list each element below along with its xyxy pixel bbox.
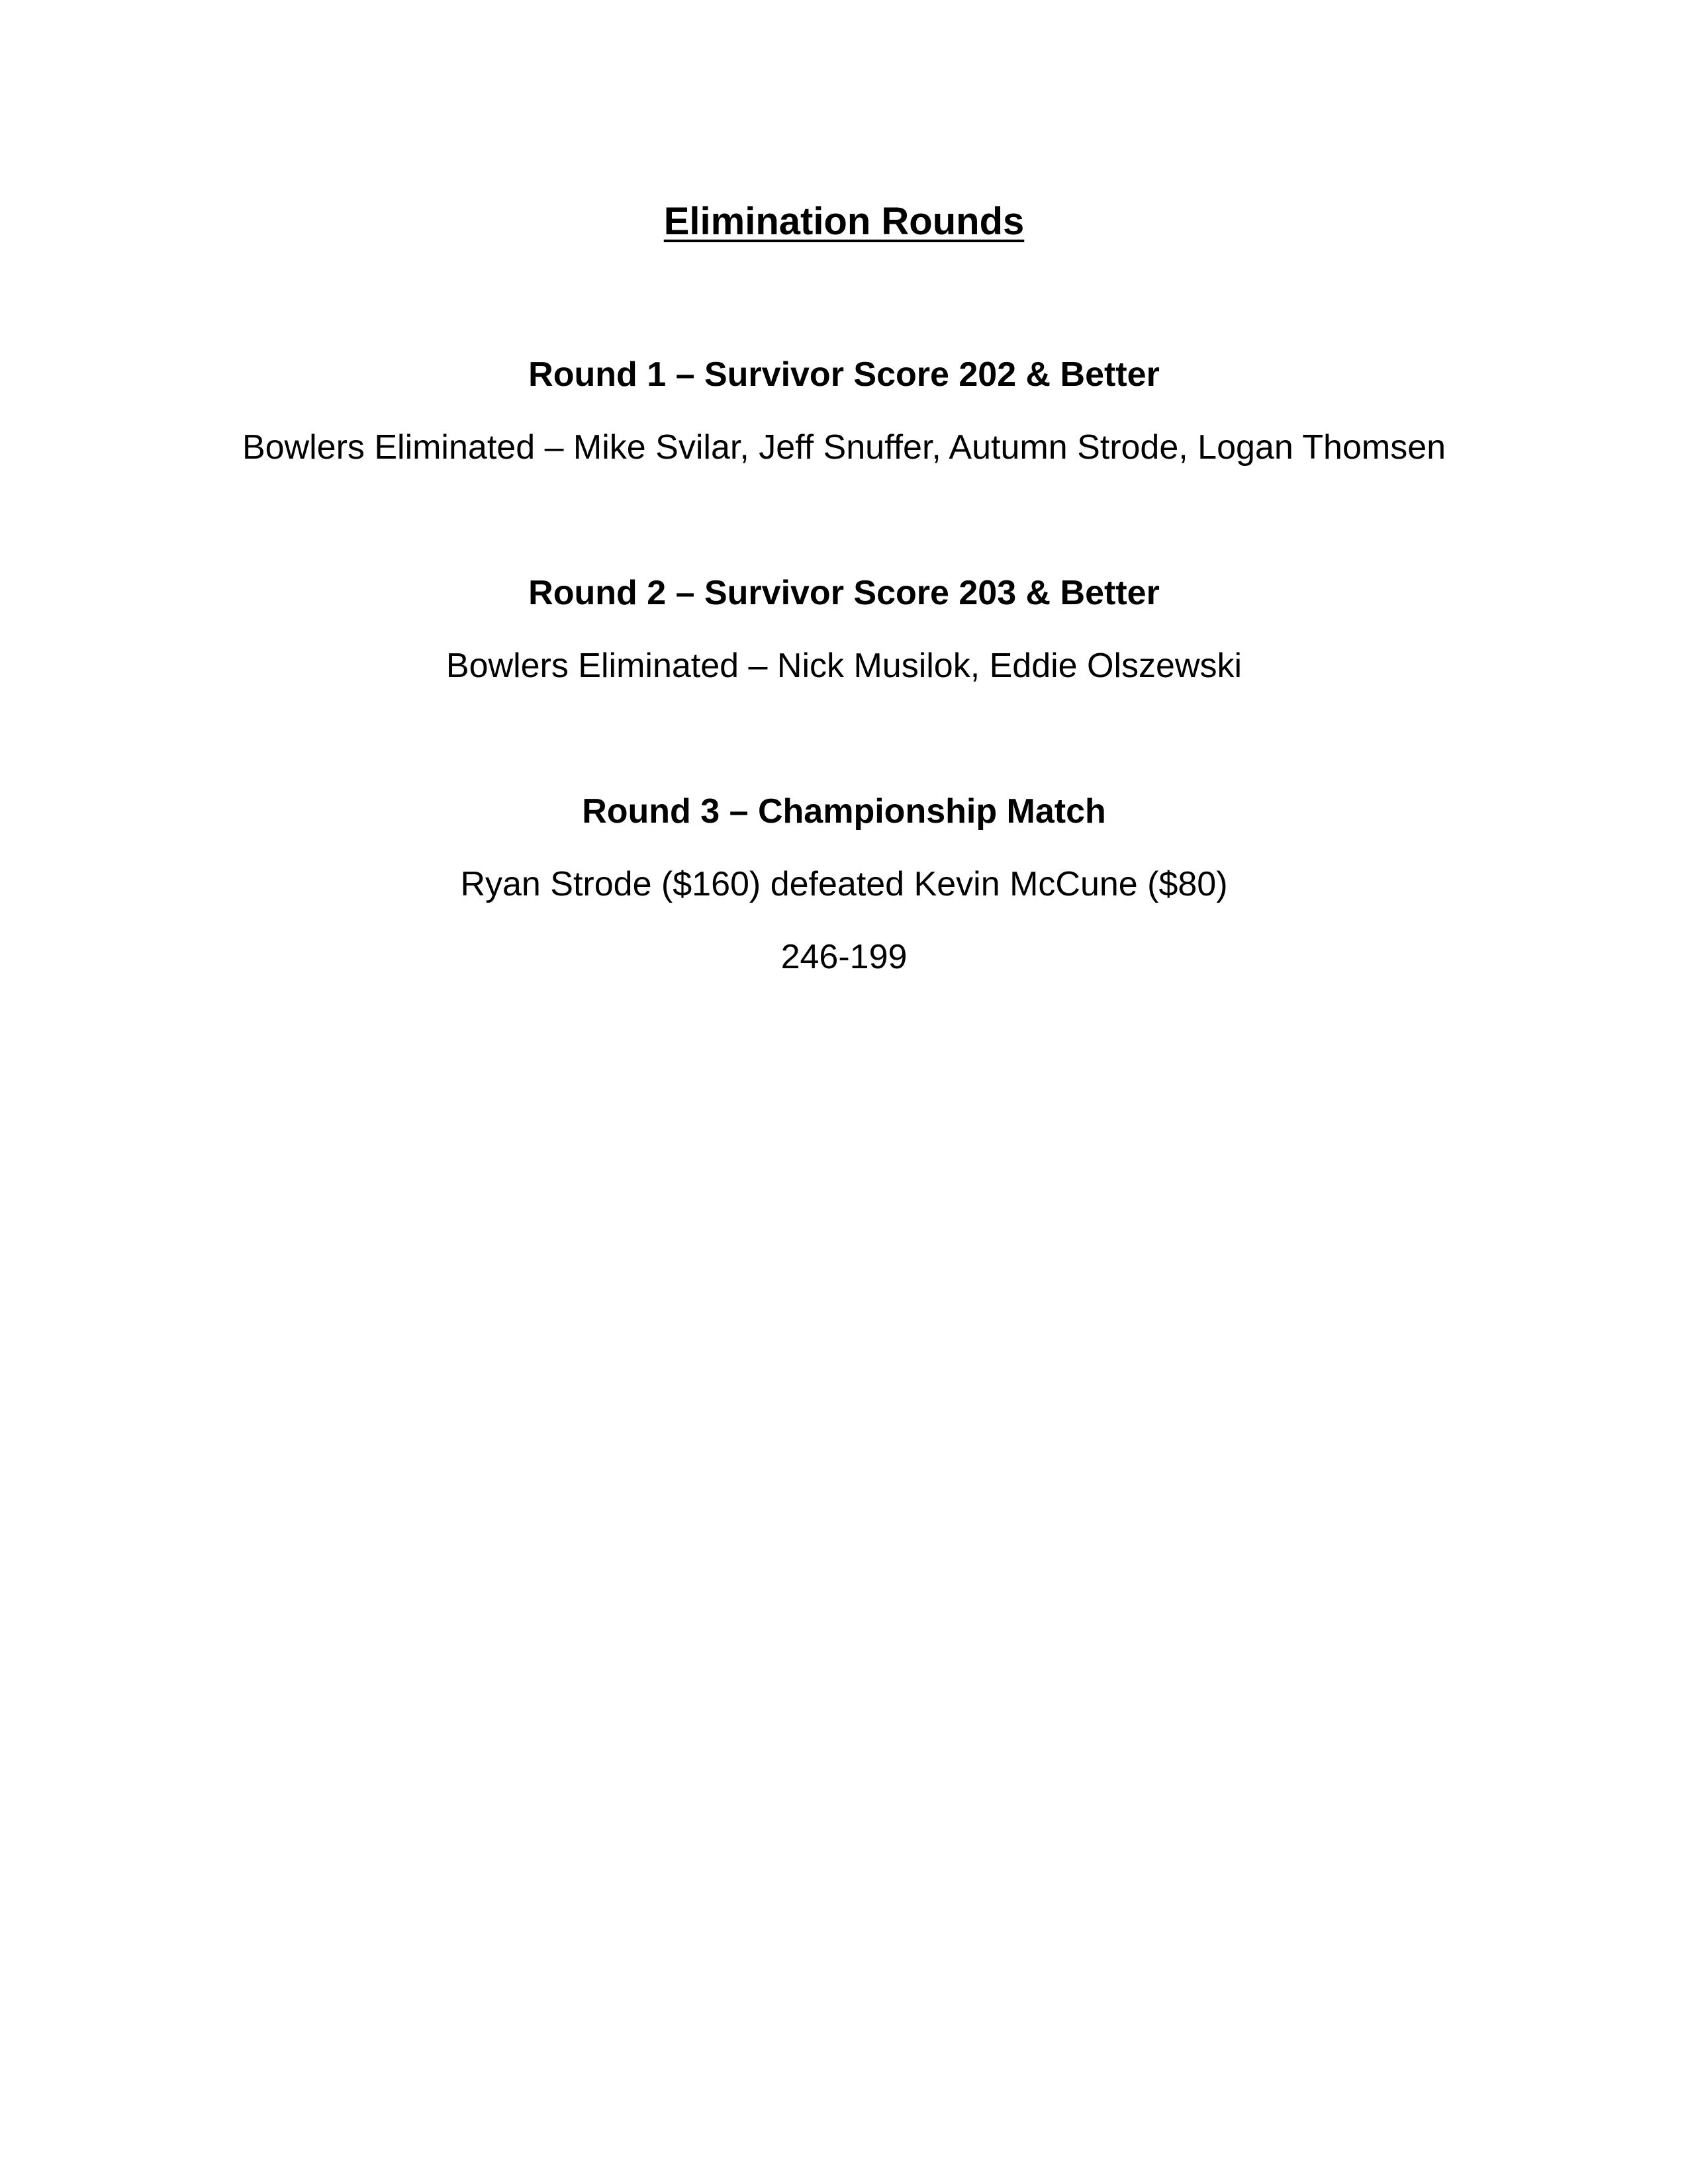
round-1-eliminated: Bowlers Eliminated – Mike Svilar, Jeff Snuffer, Autumn Strode, Logan Thomsen — [242, 428, 1446, 467]
round-3-result: Ryan Strode ($160) defeated Kevin McCune ($80) — [460, 865, 1228, 903]
round-3-heading: Round 3 – Championship Match — [582, 792, 1106, 831]
round-1-heading: Round 1 – Survivor Score 202 & Better — [528, 355, 1160, 394]
round-2-heading: Round 2 – Survivor Score 203 & Better — [528, 574, 1160, 612]
page-title: Elimination Rounds — [663, 200, 1025, 243]
round-2-eliminated: Bowlers Eliminated – Nick Musilok, Eddie Olszewski — [445, 647, 1243, 685]
round-3-score: 246-199 — [780, 938, 908, 976]
